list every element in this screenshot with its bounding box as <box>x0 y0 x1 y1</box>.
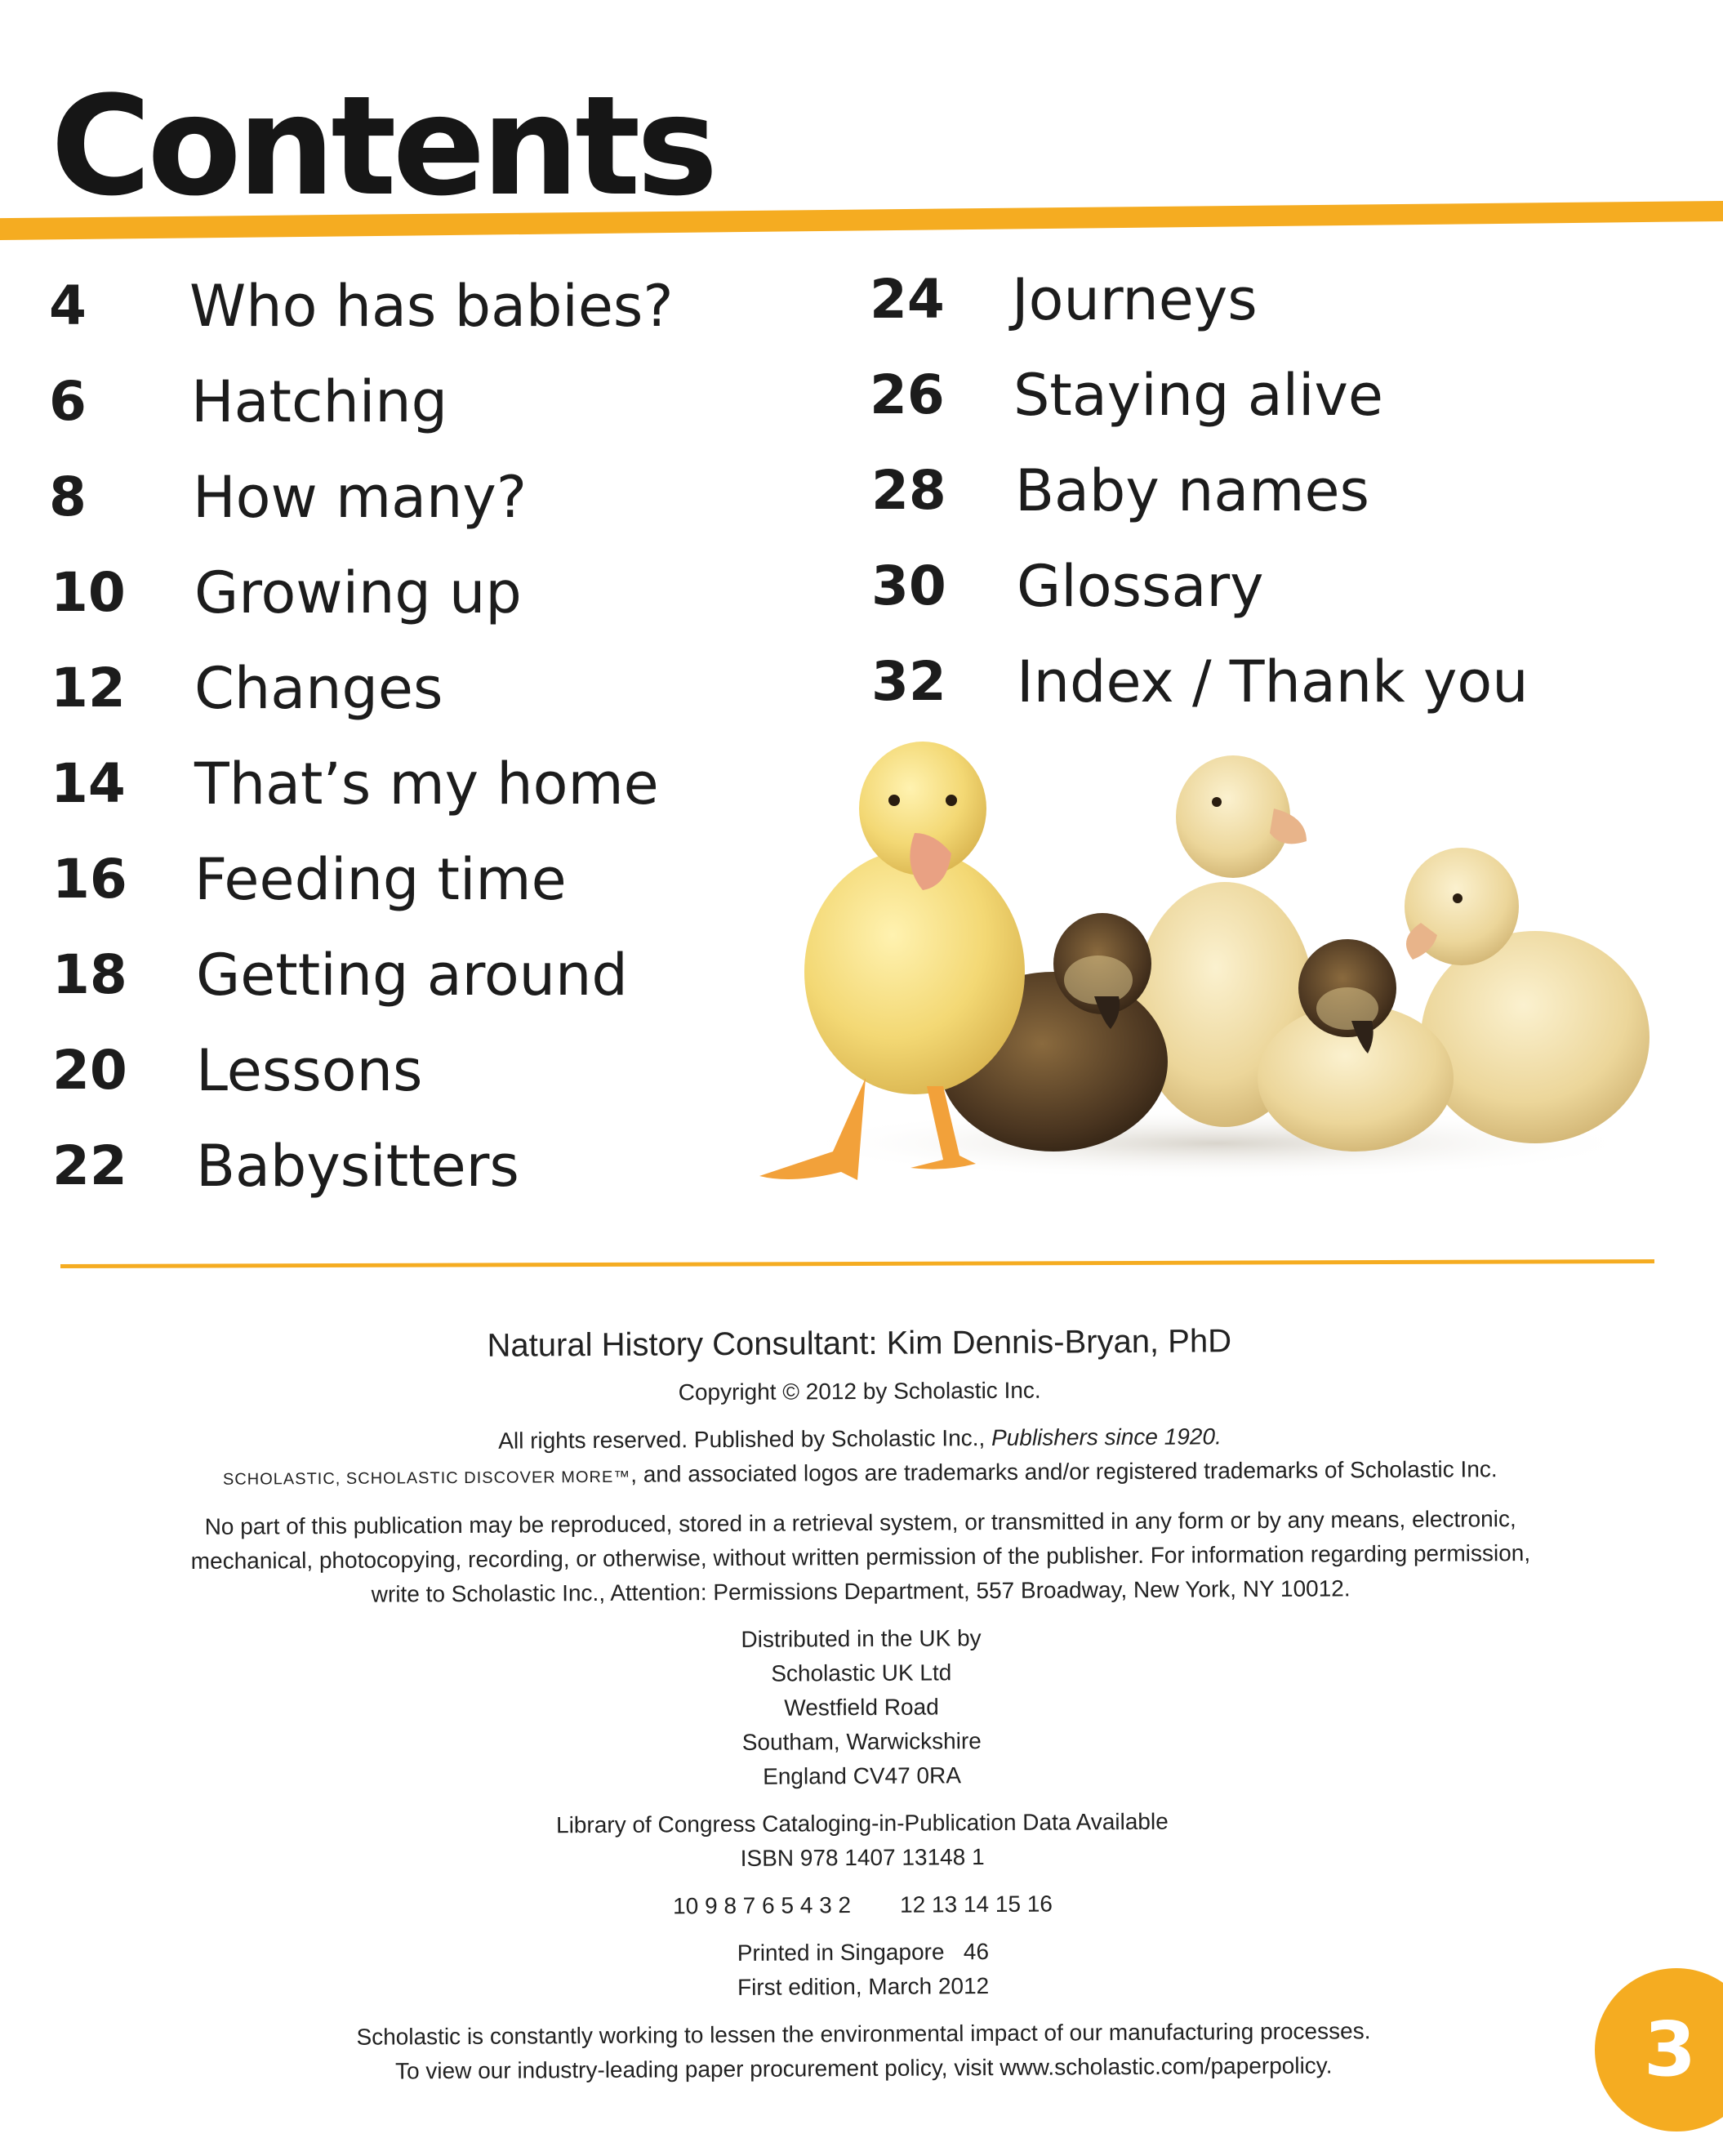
toc-title: Glossary <box>1017 553 1264 620</box>
printing-numbers: 10 9 8 7 6 5 4 3 2 <box>673 1892 852 1919</box>
toc-page-number: 20 <box>52 1039 127 1102</box>
toc-page-number: 22 <box>52 1134 127 1197</box>
permission-line: No part of this publication may be reproduced, stored in a retrieval system, or transmitted in any form or by any means, electronic, <box>204 1506 1516 1539</box>
toc-page-number: 12 <box>51 657 126 719</box>
toc-page-number: 26 <box>870 363 945 426</box>
toc-title: Growing up <box>194 559 522 626</box>
permission-line: write to Scholastic Inc., Attention: Permissions Department, 557 Broadway, New York, NY 10012. <box>371 1575 1351 1607</box>
toc-title: Getting around <box>196 942 628 1009</box>
environment-line: Scholastic is constantly working to lessen the environmental impact of our manufacturing processes. <box>356 2018 1371 2050</box>
printing-line <box>123 1883 1601 1927</box>
toc-title: Feeding time <box>194 846 567 913</box>
colophon <box>120 1314 1603 2090</box>
consultant-credit: Natural History Consultant: Kim Dennis-Bryan, PhD <box>487 1323 1232 1364</box>
page-title: Contents <box>51 66 715 226</box>
year-numbers: 12 13 14 15 16 <box>899 1891 1053 1918</box>
trademark-line <box>121 1451 1599 1497</box>
toc-title: Index / Thank you <box>1017 648 1529 715</box>
toc-title: Babysitters <box>196 1133 519 1200</box>
page-number-badge <box>1595 1968 1723 2132</box>
uk-distribution-line: Westfield Road <box>784 1694 939 1721</box>
edition-line: First edition, March 2012 <box>737 1973 990 2000</box>
environment-line: To view our industry-leading paper procurement policy, visit www.scholastic.com/paperpolicy. <box>394 2052 1333 2084</box>
ducklings-photo <box>710 735 1650 1192</box>
toc-page-number: 28 <box>871 459 946 522</box>
toc-page-number: 6 <box>49 370 87 433</box>
toc-title: Baby names <box>1015 457 1370 524</box>
toc-page-number: 30 <box>871 555 946 617</box>
page-number: 3 <box>1644 2006 1697 2093</box>
trademark-names: SCHOLASTIC, SCHOLASTIC DISCOVER MORE™ <box>222 1468 631 1489</box>
uk-distribution-line: Southam, Warwickshire <box>741 1728 982 1755</box>
toc-title: That’s my home <box>194 751 659 817</box>
toc-title: Journeys <box>1012 266 1258 333</box>
toc-page-number: 32 <box>871 650 946 713</box>
toc-title: Lessons <box>196 1037 423 1104</box>
uk-distribution-line: England CV47 0RA <box>763 1762 962 1789</box>
toc-page-number: 24 <box>870 268 945 331</box>
copyright-line: Copyright © 2012 by Scholastic Inc. <box>678 1377 1041 1405</box>
cip-line: Library of Congress Cataloging-in-Publication Data Available <box>555 1808 1169 1838</box>
uk-distribution-line: Distributed in the UK by <box>741 1625 982 1652</box>
toc-page-number: 18 <box>52 943 127 1006</box>
toc-page-number: 14 <box>51 752 126 815</box>
toc-page-number: 4 <box>49 274 87 337</box>
toc-title: Hatching <box>191 368 448 435</box>
rights-text: All rights reserved. Published by Scholastic Inc., <box>498 1425 992 1454</box>
footer-rule <box>60 1259 1654 1268</box>
toc-page-number: 16 <box>52 848 127 911</box>
toc-title: How many? <box>193 464 527 531</box>
rights-tagline: Publishers since 1920. <box>991 1423 1222 1451</box>
uk-distribution-line: Scholastic UK Ltd <box>771 1659 952 1686</box>
toc-title: Who has babies? <box>189 273 674 340</box>
toc-title: Staying alive <box>1013 362 1383 429</box>
permission-line: mechanical, photocopying, recording, or otherwise, without written permission of the publisher. For information regarding permission, <box>190 1539 1531 1575</box>
trademark-text: , and associated logos are trademarks and/or registered trademarks of Scholastic Inc. <box>630 1456 1498 1487</box>
toc-page-number: 8 <box>49 466 87 528</box>
isbn-line: ISBN 978 1407 13148 1 <box>740 1844 985 1871</box>
toc-title: Changes <box>194 655 443 722</box>
printed-in-line: Printed in Singapore 46 <box>737 1939 990 1966</box>
toc-page-number: 10 <box>51 561 126 624</box>
